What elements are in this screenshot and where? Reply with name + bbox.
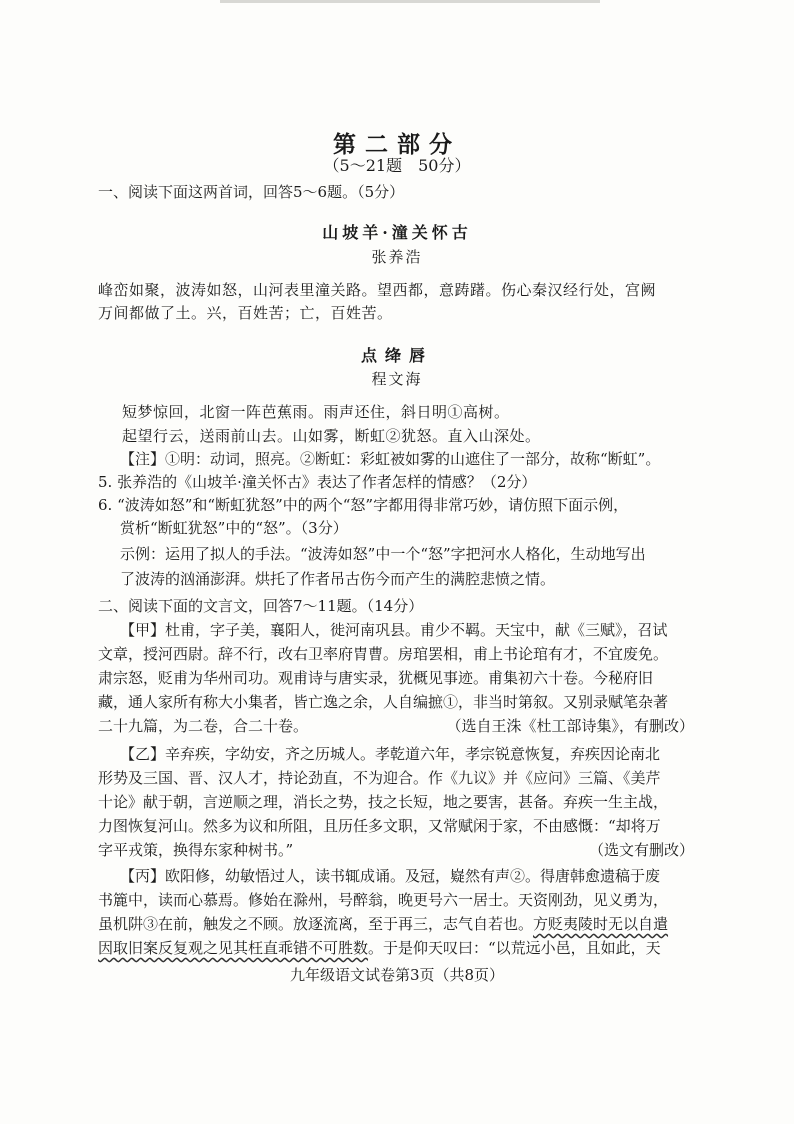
- text-yi-line-3: 十论》献于朝，言逆顺之理，消长之势，技之长短，地之要害，甚备。弃疾一生主战，: [98, 793, 669, 811]
- wavy-underlined-sentence-part-a: 方贬夷陵时无以自遣: [533, 915, 669, 933]
- text-jia-line-2: 文章，授河西尉。辞不行，改右卫率府胄曹。房琯罢相，甫上书论琯有才，不宜废免。: [98, 645, 669, 663]
- question-6-line-1: 6. “波涛如怒”和“断虹犹怒”中的两个“怒”字都用得非常巧妙，请仿照下面示例，: [98, 496, 629, 514]
- text-yi-line-1: 【乙】辛弃疾，字幼安，齐之历城人。孝乾道六年，孝宗锐意恢复，弃疾因论南北: [120, 745, 661, 763]
- wavy-underlined-sentence-part-b: 因取旧案反复观之见其枉直乖错不可胜数: [98, 939, 369, 957]
- text-jia-line-1: 【甲】杜甫，字子美，襄阳人，徙河南巩县。甫少不羁。天宝中，献《三赋》，召试: [120, 621, 668, 639]
- part-score: （5～21题 50分）: [323, 156, 471, 175]
- question-6-line-2: 赏析“断虹犹怒”中的“怒”。（3分）: [120, 519, 348, 537]
- text-jia-line-3: 肃宗怒，贬甫为华州司功。观甫诗与唐实录，犹概见事迹。甫集初六十卷。今秘府旧: [98, 669, 654, 687]
- poem2-line-2: 起望行云，送雨前山去。山如雾，断虹②犹怒。直入山深处。: [122, 427, 541, 445]
- text-bing-line-4-rest: 。于是仰天叹曰：“以荒远小邑，且如此，天: [368, 939, 661, 957]
- question-6-example-2: 了波涛的汹涌澎湃。烘托了作者吊古伤今而产生的满腔悲愤之情。: [120, 570, 556, 588]
- poem1-line-1: 峰峦如聚，波涛如怒，山河表里潼关路。望西都，意踌躇。伤心秦汉经行处，宫阙: [98, 281, 657, 299]
- text-jia-line-5: 二十九篇，为二卷，合二十卷。: [98, 717, 309, 735]
- text-bing-line-4: [98, 938, 661, 958]
- annotation-note: 【注】①明：动词，照亮。②断虹：彩虹被如雾的山遮住了一部分，故称“断虹”。: [120, 450, 661, 468]
- text-jia-line-4: 藏，通人家所有称大小集者，皆亡逸之余，人自编摭①，非当时第叙。又别录赋笔杂著: [98, 693, 669, 711]
- scan-edge-mark: [220, 0, 600, 3]
- text-bing-line-3-plain: 虽机阱③在前，触发之不顾。放逐流离，至于再三，志气自若也。: [98, 915, 534, 933]
- text-yi-line-4: 力图恢复河山。然多为议和所阻，且历任多文职，又常赋闲于家，不由感慨：“却将万: [98, 817, 661, 835]
- poem1-author: 张养浩: [371, 248, 423, 266]
- text-bing-line-1: 【丙】欧阳修，幼敏悟过人，读书辄成诵。及冠，嶷然有声②。得唐韩愈遗稿于废: [120, 867, 661, 885]
- page-footer: 九年级语文试卷第3页（共8页）: [289, 966, 505, 984]
- text-jia-source: （选自王洙《杜工部诗集》，有删改）: [446, 717, 694, 735]
- question-5: 5. 张养浩的《山坡羊·潼关怀古》表达了作者怎样的情感？（2分）: [98, 473, 537, 491]
- poem1-line-2: 万间都做了土。兴，百姓苦；亡，百姓苦。: [98, 304, 393, 322]
- part-title: 第二部分: [333, 131, 461, 158]
- text-yi-line-2: 形势及三国、晋、汉人才，持论劲直，不为迎合。作《九议》并《应问》三篇、《美芹: [98, 769, 661, 787]
- text-bing-line-2: 书簏中，读而心慕焉。修始在滁州，号醉翁，晚更号六一居士。天资刚劲，见义勇为，: [98, 891, 669, 909]
- poem2-title: 点绛唇: [360, 346, 433, 365]
- text-bing-line-3: [98, 914, 668, 934]
- poem1-title: 山坡羊·潼关怀古: [322, 223, 472, 242]
- text-yi-source: （选文有删改）: [588, 841, 694, 859]
- section2-heading: 二、阅读下面的文言文，回答7～11题。（14分）: [98, 597, 424, 615]
- text-yi-line-5: 字平戎策，换得东家种树书。”: [98, 841, 294, 859]
- section1-heading: 一、阅读下面这两首词，回答5～6题。（5分）: [98, 183, 405, 201]
- poem2-line-1: 短梦惊回，北窗一阵芭蕉雨。雨声还住，斜日明①高树。: [122, 403, 510, 421]
- question-6-example-1: 示例：运用了拟人的手法。“波涛如怒”中一个“怒”字把河水人格化，生动地写出: [120, 545, 646, 563]
- poem2-author: 程文海: [371, 370, 423, 388]
